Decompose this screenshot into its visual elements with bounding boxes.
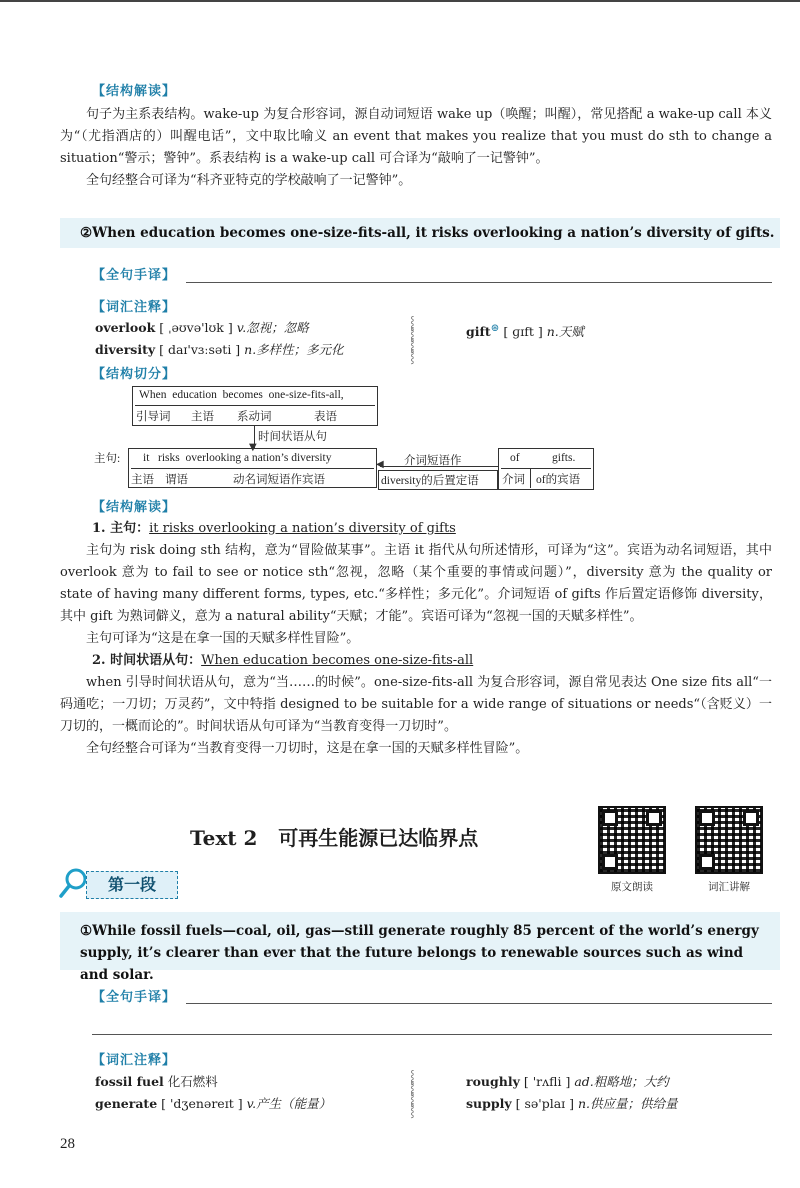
vocab-label-1: 【词汇注释】 — [92, 300, 177, 315]
main-clause-heading — [60, 518, 772, 540]
vocab-entry-overlook — [95, 317, 425, 339]
vocab-entry-fossil-fuel — [95, 1071, 415, 1093]
prep-label: 介词短语作 — [404, 455, 462, 467]
vocab-word: gift — [466, 324, 491, 340]
adverbial-label: 时间状语从句 — [258, 431, 327, 443]
translation-label-1: 【全句手译】 — [92, 268, 177, 283]
analysis-text-1: 句子为主系表结构。wake-up 为复合形容词，源自动词短语 wake up（唤醒；叫醒），常见搭配 a wake-up call 本义为“（尤指酒店的）叫醒电话”，文中取比喻义 an event that makes you realize that you must do sth to change a situation“警示；警钟”。系表结构 is a wake-up call 可合译为“敲响了一记警钟”。 — [60, 107, 772, 166]
analysis-text-2: 全句经整合可译为“科齐亚特克的学校敲响了一记警钟”。 — [86, 173, 412, 188]
analysis-paragraph — [60, 104, 772, 192]
vocab-def: 化石燃料 — [167, 1074, 218, 1089]
of-divider — [501, 468, 591, 469]
vocab-word: fossil fuel — [95, 1074, 164, 1089]
vocab-def: n.供应量；供给量 — [578, 1096, 678, 1111]
main-label-subject: 主语 — [131, 474, 154, 486]
section-title: 第一段 — [86, 871, 178, 899]
main-clause-explain: 主句为 risk doing sth 结构，意为“冒险做某事”。主语 it 指代从句所述情形，可译为“这”。宾语为动名词短语，其中 overlook 意为 to fail to see or notice sth“忽视，忽略（某个重要的事情或问题）”，diversity 意为 the quality or state of having many different forms, types, etc.“多样性；多元化”。介词短语 of gifts 作后置定语修饰 diversity，其中 gift 为熟词僻义，意为 a natural ability“天赋；才能”。宾语可译为“忽视一国的天赋多样性”。 — [60, 543, 772, 624]
page-number: 28 — [60, 1136, 75, 1152]
vocab-list-left — [95, 316, 425, 364]
vocab-entry-roughly — [466, 1071, 766, 1093]
vocab-word: overlook — [95, 320, 156, 335]
heading-sentence: it risks overlooking a nation’s diversity of gifts — [149, 521, 456, 536]
clause-label-conj: 引导词 — [136, 411, 171, 423]
vocab-label-2: 【词汇注释】 — [92, 1053, 177, 1068]
top-rule — [0, 0, 800, 2]
vocab-pron: [ ɡɪft ] — [503, 324, 543, 340]
magnifier-icon — [58, 866, 88, 900]
star-icon: ⊛ — [490, 322, 500, 334]
heading-number: 1. 主句： — [92, 521, 150, 536]
squiggle-divider-icon: ⸾ ⸾ ⸾ ⸾ — [410, 1070, 415, 1118]
full-translation-text: 全句经整合可译为“当教育变得一刀切时，这是在拿一国的天赋多样性冒险”。 — [86, 741, 529, 756]
heading-number: 2. 时间状语从句： — [92, 653, 202, 668]
main-divider — [131, 468, 374, 469]
translation-line-2a[interactable] — [186, 1003, 772, 1004]
main-label-predicate: 谓语 — [165, 474, 188, 486]
sentence-3-text: ①While fossil fuels—coal, oil, gas—still generate roughly 85 percent of the world’s energy supply, it’s clearer than ever that the future belongs to renewable sources such as wind and solar. — [80, 923, 759, 983]
structure-split-label: 【结构切分】 — [92, 367, 177, 382]
main-clause-text: it risks overlooking a nation’s diversity — [143, 452, 332, 464]
prep-arrow-line — [380, 466, 498, 467]
vocab-def: n.多样性；多元化 — [244, 342, 344, 357]
main-label-object: 动名词短语作宾语 — [233, 474, 325, 486]
qr-code-reading-icon[interactable] — [598, 806, 666, 874]
gifts-word: gifts. — [552, 452, 576, 464]
translation-label-2: 【全句手译】 — [92, 990, 177, 1005]
squiggle-divider-icon: ⸾ ⸾ ⸾ ⸾ — [410, 316, 415, 364]
postmod-label: diversity的后置定语 — [381, 475, 479, 487]
structure-analysis-label-2: 【结构解读】 — [92, 500, 177, 515]
arrow-left-icon: ◀ — [376, 459, 384, 470]
clause-divider — [135, 405, 375, 406]
vocab-entry-generate — [95, 1093, 415, 1115]
vocab-pron: [ daɪ'vɜːsəti ] — [159, 342, 241, 357]
of-vdivider — [530, 468, 531, 488]
heading-sentence: When education becomes one-size-fits-all — [201, 653, 474, 668]
vocab-word: diversity — [95, 342, 156, 357]
qr-caption-reading: 原文朗读 — [611, 881, 653, 893]
vocab-entry-supply — [466, 1093, 766, 1115]
vocab-def: v.忽视；忽略 — [236, 320, 309, 335]
vocab-word: generate — [95, 1096, 158, 1111]
adverbial-explain: when 引导时间状语从句，意为“当……的时候”。one-size-fits-all 为复合形容词，源自常见表达 One size fits all“一码通吃；一刀切；万灵药”，文中特指 designed to be suitable for a wide range of situations or needs“（含贬义）一刀切的，一概而论的”。时间状语从句可译为“当教育变得一刀切时”。 — [60, 675, 772, 734]
sentence-2-text: ②When education becomes one-size-fits-all, it risks overlooking a nation’s diversity of gifts. — [80, 225, 775, 241]
main-clause-label: 主句: — [94, 453, 121, 465]
translation-line-1[interactable] — [186, 282, 772, 283]
clause-label-predicative: 表语 — [314, 411, 337, 423]
vocab-pron: [ sə'plaɪ ] — [515, 1096, 575, 1111]
translation-line-2b[interactable] — [92, 1034, 772, 1035]
vocab-def: n.天赋 — [546, 324, 584, 340]
vocab-entry-gift — [466, 317, 766, 343]
vocab-pron: [ 'rʌfli ] — [523, 1074, 571, 1089]
clause-text: When education becomes one-size-fits-all, — [139, 389, 344, 401]
clause-label-linkverb: 系动词 — [237, 411, 272, 423]
vocab-word: roughly — [466, 1074, 520, 1089]
qr-code-vocab-icon[interactable] — [695, 806, 763, 874]
of-label-prep: 介词 — [502, 474, 525, 486]
vocab-entry-diversity — [95, 339, 425, 361]
vocab-def: v.产生（能量） — [246, 1096, 332, 1111]
structure-analysis-label: 【结构解读】 — [92, 84, 177, 99]
vocab-word: supply — [466, 1096, 512, 1111]
main-clause-translation: 主句可译为“这是在拿一国的天赋多样性冒险”。 — [86, 631, 360, 646]
of-label-object: of的宾语 — [536, 474, 581, 486]
analysis-block-2 — [60, 518, 772, 760]
sentence-3-band — [60, 912, 780, 983]
clause-label-subject: 主语 — [191, 411, 214, 423]
text2-title: Text 2 可再生能源已达临界点 — [190, 826, 479, 850]
qr-caption-vocab: 词汇讲解 — [708, 881, 750, 893]
vocab-pron: [ 'dʒenəreɪt ] — [161, 1096, 243, 1111]
vocab-def: ad.粗略地；大约 — [574, 1074, 669, 1089]
arrow-down-icon: ▼ — [249, 442, 257, 453]
of-word: of — [510, 452, 520, 464]
vocab-list-right-2 — [466, 1071, 766, 1115]
sentence-2-band — [60, 218, 780, 248]
vocab-list-left-2 — [95, 1070, 415, 1118]
vocab-pron: [ ˌəʊvə'lʊk ] — [159, 320, 233, 335]
adverbial-heading — [60, 650, 772, 672]
